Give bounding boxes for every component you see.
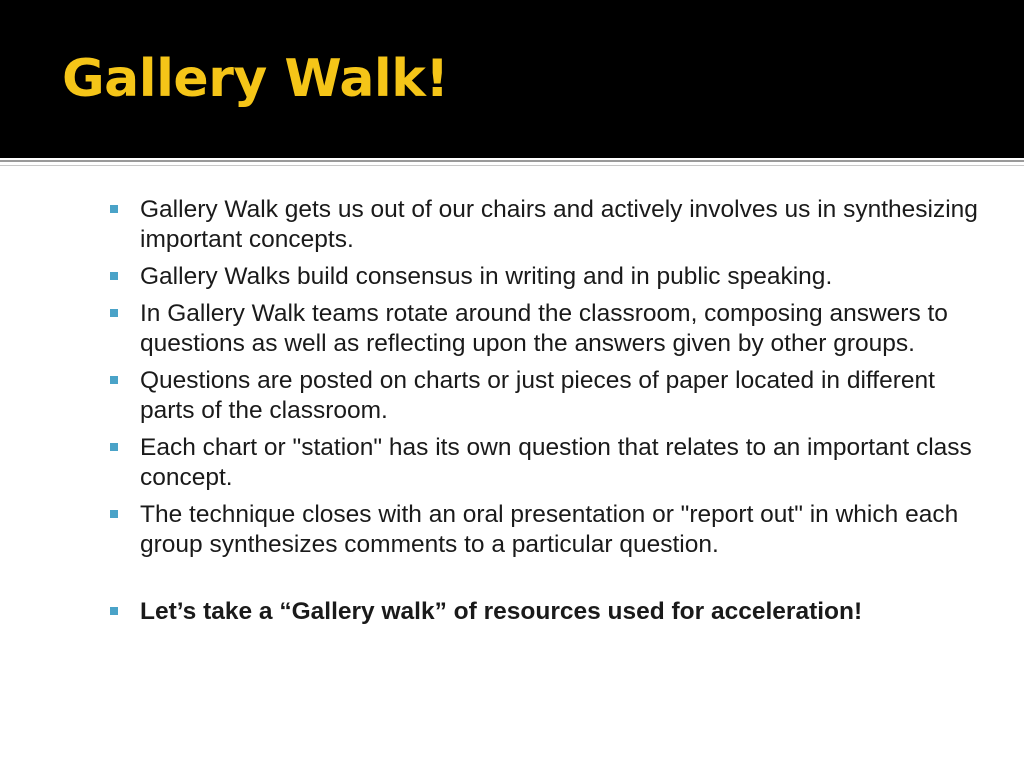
square-bullet-icon (110, 510, 118, 518)
slide-title: Gallery Walk! (62, 49, 449, 109)
bullet-text: Each chart or "station" has its own question that relates to an important class concept. (140, 434, 972, 491)
bullet-text: The technique closes with an oral presentation or "report out" in which each group synthesizes comments to a particular question. (140, 501, 959, 558)
bullet-item (110, 262, 978, 292)
square-bullet-icon (110, 376, 118, 384)
bullet-text: Gallery Walk gets us out of our chairs and actively involves us in synthesizing important concepts. (140, 196, 978, 253)
bullet-item (110, 433, 978, 493)
bullet-text: In Gallery Walk teams rotate around the classroom, composing answers to questions as well as reflecting upon the answers given by other groups. (140, 300, 948, 357)
title-band (0, 0, 1024, 158)
bullet-item (110, 195, 978, 255)
square-bullet-icon (110, 309, 118, 317)
bullet-text: Gallery Walks build consensus in writing and in public speaking. (140, 263, 833, 290)
square-bullet-icon (110, 205, 118, 213)
square-bullet-icon (110, 607, 118, 615)
square-bullet-icon (110, 443, 118, 451)
title-divider-secondary (0, 165, 1024, 166)
bullet-list (110, 195, 978, 634)
callout-text: Let’s take a “Gallery walk” of resources used for acceleration! (140, 598, 863, 625)
bullet-item (110, 366, 978, 426)
bullet-text: Questions are posted on charts or just pieces of paper located in different parts of the classroom. (140, 367, 935, 424)
bullet-item-callout (110, 597, 978, 627)
bullet-item (110, 299, 978, 359)
square-bullet-icon (110, 272, 118, 280)
bullet-item (110, 500, 978, 560)
title-divider (0, 160, 1024, 162)
